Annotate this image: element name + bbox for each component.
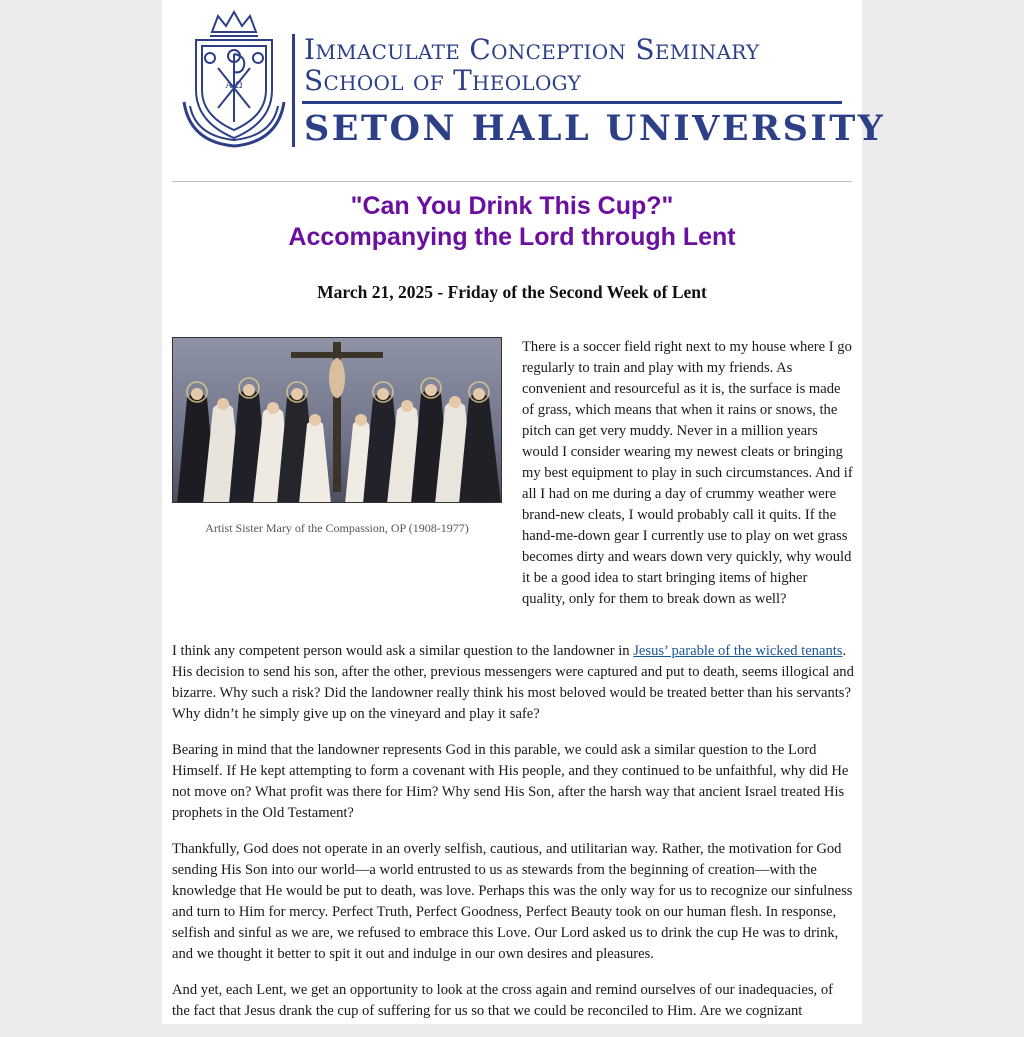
paragraph-2-rest: . His decision to send his son, after the other, previous messengers were captured and put to death, seems illogical and bizarre. Why such a risk? Did the landowner really think his most beloved would be treated better than his servants? Why didn’t he simply give up on the vineyard and play it safe? [172, 643, 854, 722]
logo-divider-vertical [292, 34, 295, 147]
reflection-date: March 21, 2025 - Friday of the Second Week of Lent [317, 282, 707, 302]
logo-divider-horizontal [302, 101, 842, 104]
painting-caption: Artist Sister Mary of the Compassion, OP (1908-1977) [205, 521, 469, 535]
paragraph-3: Bearing in mind that the landowner represents God in this parable, we could ask a similar question to the Lord Himself. If He kept attempting to form a covenant with His people, and they continued to be unfaithful, why did He not move on? What profit was there for Him? Why send His Son, after the harsh way that ancient Israel treated His prophets in the Old Testament? [172, 742, 849, 821]
body-flow [172, 641, 854, 1037]
paragraph-5: And yet, each Lent, we get an opportunity to look at the cross again and remind ourselves of our inadequacies, of the fact that Jesus drank the cup of suffering for us so that we could be reconciled to Him. Are we cognizant [172, 982, 833, 1019]
painting-image [173, 338, 502, 503]
seminary-crest-icon [182, 10, 286, 148]
logo-line-school: School of Theology [304, 64, 582, 97]
paragraph-2 [172, 641, 854, 725]
email-page [162, 0, 886, 1024]
parable-link[interactable]: Jesus’ parable of the wicked tenants [633, 643, 843, 659]
logo-line-university: SETON HALL UNIVERSITY [304, 108, 886, 149]
title-line-1: "Can You Drink This Cup?" [350, 192, 674, 220]
title-line-2: Accompanying the Lord through Lent [288, 223, 736, 251]
crucifixion-painting [172, 337, 502, 503]
logo-line-seminary: Immaculate Conception Seminary [304, 33, 760, 66]
paragraph-1: There is a soccer field right next to my house where I go regularly to train and play with my friends. As convenient and resourceful as it is, the surface is made of grass, which means that when it rains or snows, the pitch can get very muddy. Never in a million years would I consider wearing my newest cleats or bringing my best equipment to play in such circumstances. And if all I had on me during a day of crummy weather were brand-new cleats, I would probably call it quits. If the hand-me-down gear I currently use to play on wet grass becomes dirty and wears down very quickly, why would it be a good idea to start bringing items of higher quality, only for them to break down as well? [522, 339, 853, 607]
paragraph-4: Thankfully, God does not operate in an overly selfish, cautious, and utilitarian way. Rather, the motivation for God sending His Son into our world—a world entrusted to us as stewards from the beginning of creation—with the knowledge that He would be put to death, was love. Perhaps this was the only way for us to recognize our sinfulness and turn to Him for mercy. Perfect Truth, Perfect Goodness, Perfect Beauty took on our human flesh. In response, selfish and sinful as we are, we refused to embrace this Love. Our Lord asked us to drink the cup He was to drink, and we thought it better to spit it out and indulge in our own desires and pleasures. [172, 841, 853, 962]
svg-text:A Ω: A Ω [225, 81, 243, 91]
header-logo[interactable] [162, 0, 886, 175]
paragraph-2-lead: I think any competent person would ask a similar question to the landowner in [172, 643, 634, 659]
header-rule [172, 181, 852, 182]
intro-column [522, 337, 854, 610]
